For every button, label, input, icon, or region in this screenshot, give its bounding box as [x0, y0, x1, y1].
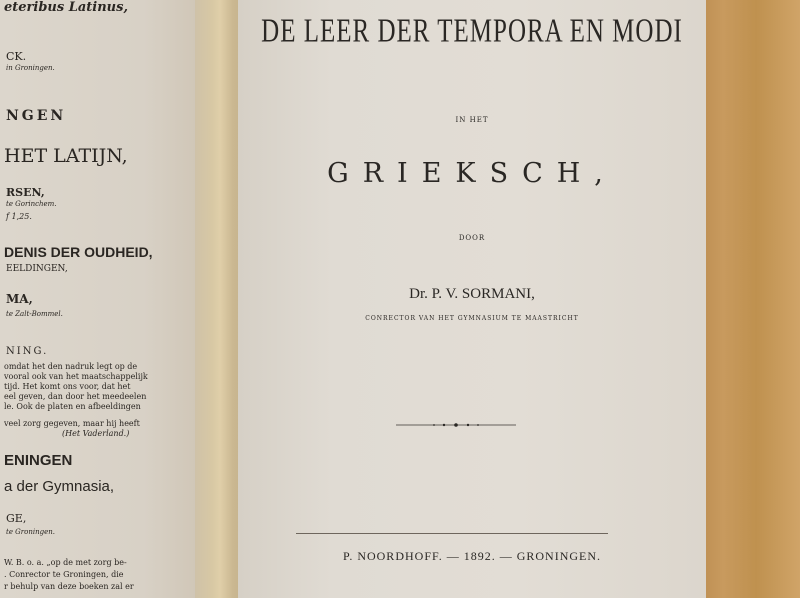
left-line: eel geven, dan door het meedeelen — [4, 392, 147, 401]
left-line: MA, — [6, 292, 33, 306]
left-line: te Zalt-Bommel. — [6, 310, 63, 318]
left-line: tijd. Het komt ons voor, dat het — [4, 382, 131, 391]
left-line: (Het Vaderland.) — [62, 429, 130, 438]
left-page — [0, 0, 205, 598]
ornament-divider — [396, 421, 516, 429]
left-line: RSEN, — [6, 186, 45, 199]
subject-heading: GRIEKSCH, — [327, 158, 617, 189]
left-line: W. B. o. a. „op de met zorg be- — [4, 558, 127, 567]
publisher-imprint: P. NOORDHOFF. — 1892. — GRONINGEN. — [342, 549, 602, 563]
wooden-table — [690, 0, 800, 598]
left-line: CK. — [6, 50, 27, 63]
in-het-text: IN HET — [455, 116, 489, 124]
left-line: r behulp van deze boeken zal er — [4, 582, 134, 591]
left-line: f 1,25. — [6, 212, 32, 221]
left-line: NING. — [6, 346, 49, 357]
left-line: EELDINGEN, — [6, 264, 68, 274]
left-line: HET LATIJN, — [4, 145, 128, 167]
left-line: te Groningen. — [6, 528, 55, 536]
left-line: NGEN — [6, 108, 67, 124]
left-line: GE, — [6, 512, 27, 525]
left-line: . Conrector te Groningen, die — [4, 570, 124, 579]
left-line: omdat het den nadruk legt op de — [4, 362, 138, 371]
book-title: DE LEER DER TEMPORA EN MODI — [261, 13, 683, 50]
author-name: Dr. P. V. SORMANI, — [409, 286, 535, 302]
left-line: DENIS DER OUDHEID, — [4, 244, 153, 260]
door-text: DOOR — [458, 234, 486, 242]
author-affiliation: CONRECTOR VAN HET GYMNASIUM TE MAASTRICHT — [365, 315, 579, 322]
left-line: te Gorinchem. — [6, 200, 57, 208]
title-page — [238, 0, 706, 598]
imprint-rule — [296, 533, 608, 534]
left-line: vooral ook van het maatschappelijk — [4, 372, 148, 381]
left-line: le. Ook de platen en afbeeldingen — [4, 402, 141, 411]
left-line: a der Gymnasia, — [4, 478, 115, 495]
left-line: in Groningen. — [6, 64, 55, 72]
left-line: veel zorg gegeven, maar hij heeft — [4, 419, 140, 428]
left-line: eteribus Latinus, — [4, 0, 128, 15]
left-line: ENINGEN — [4, 452, 73, 469]
